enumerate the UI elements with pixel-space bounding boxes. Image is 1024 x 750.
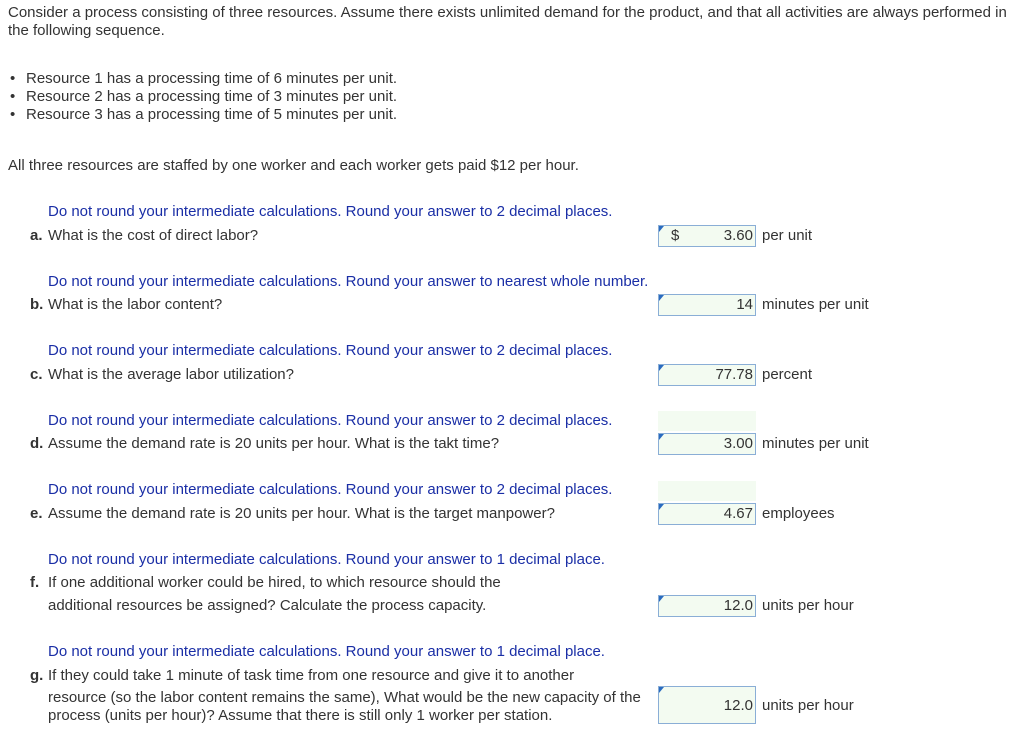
rounding-hint-f: Do not round your intermediate calculations. Round your answer to 1 decimal place. — [48, 551, 605, 568]
currency-prefix: $ — [671, 227, 680, 244]
answer-field-g[interactable] — [658, 686, 756, 724]
answer-field-d[interactable] — [658, 433, 756, 455]
answer-shade — [658, 481, 756, 501]
question-text-g — [48, 667, 648, 725]
answer-field-a[interactable] — [658, 225, 756, 247]
question-letter-a: a. — [30, 227, 43, 244]
answer-value: 12.0 — [723, 597, 753, 614]
question-line: process (units per hour)? Assume that there is still only 1 worker per station. — [48, 707, 553, 724]
answer-unit-g: units per hour — [762, 697, 854, 714]
question-text-e: Assume the demand rate is 20 units per hour. What is the target manpower? — [48, 505, 555, 522]
answer-value: 14 — [736, 296, 753, 313]
question-letter-b: b. — [30, 296, 44, 313]
flag-icon — [659, 295, 664, 301]
question-line: If they could take 1 minute of task time from one resource and give it to another — [48, 667, 575, 684]
flag-icon — [659, 687, 664, 693]
answer-value: 4.67 — [723, 505, 753, 522]
list-item: • Resource 3 has a processing time of 5 minutes per unit. — [10, 106, 397, 124]
rounding-hint-b: Do not round your intermediate calculations. Round your answer to nearest whole number. — [48, 273, 649, 290]
answer-unit-a: per unit — [762, 227, 813, 244]
answer-unit-e: employees — [762, 505, 835, 522]
rounding-hint-e: Do not round your intermediate calculations. Round your answer to 2 decimal places. — [48, 481, 613, 498]
answer-value: 3.60 — [723, 227, 753, 244]
resource-list — [10, 70, 397, 124]
question-line: If one additional worker could be hired, to which resource should the — [48, 574, 501, 591]
question-letter-c: c. — [30, 366, 43, 383]
answer-value: 77.78 — [715, 366, 753, 383]
answer-unit-d: minutes per unit — [762, 435, 869, 452]
answer-unit-b: minutes per unit — [762, 296, 869, 313]
question-letter-d: d. — [30, 435, 44, 452]
flag-icon — [659, 434, 664, 440]
answer-value: 12.0 — [723, 697, 753, 714]
question-text-c: What is the average labor utilization? — [48, 366, 294, 383]
answer-field-e[interactable] — [658, 503, 756, 525]
rounding-hint-c: Do not round your intermediate calculations. Round your answer to 2 decimal places. — [48, 342, 613, 359]
list-item: • Resource 1 has a processing time of 6 minutes per unit. — [10, 70, 397, 88]
answer-field-b[interactable] — [658, 294, 756, 316]
staffing-statement: All three resources are staffed by one worker and each worker gets paid $12 per hour. — [8, 157, 579, 174]
answer-unit-f: units per hour — [762, 597, 854, 614]
answer-field-c[interactable] — [658, 364, 756, 386]
answer-unit-c: percent — [762, 366, 813, 383]
answer-shade — [658, 411, 756, 431]
question-letter-f: f. — [30, 574, 40, 591]
question-text-b: What is the labor content? — [48, 296, 223, 313]
question-text-f — [48, 572, 648, 617]
rounding-hint-g: Do not round your intermediate calculations. Round your answer to 1 decimal place. — [48, 643, 605, 660]
flag-icon — [659, 596, 664, 602]
question-text-d: Assume the demand rate is 20 units per hour. What is the takt time? — [48, 435, 500, 452]
flag-icon — [659, 365, 664, 371]
question-line: additional resources be assigned? Calculate the process capacity. — [48, 597, 487, 614]
rounding-hint-a: Do not round your intermediate calculations. Round your answer to 2 decimal places. — [48, 203, 613, 220]
flag-icon — [659, 226, 664, 232]
question-letter-e: e. — [30, 505, 43, 522]
question-line: resource (so the labor content remains the same), What would be the new capacity of the — [48, 689, 641, 706]
problem-intro: Consider a process consisting of three resources. Assume there exists unlimited demand for the product, and that all activities are always performed in the following sequence. — [8, 4, 1007, 39]
answer-field-f[interactable] — [658, 595, 756, 617]
rounding-hint-d: Do not round your intermediate calculations. Round your answer to 2 decimal places. — [48, 412, 613, 429]
question-letter-g: g. — [30, 667, 44, 684]
list-item: • Resource 2 has a processing time of 3 minutes per unit. — [10, 88, 397, 106]
question-text-a: What is the cost of direct labor? — [48, 227, 259, 244]
answer-value: 3.00 — [723, 435, 753, 452]
flag-icon — [659, 504, 664, 510]
